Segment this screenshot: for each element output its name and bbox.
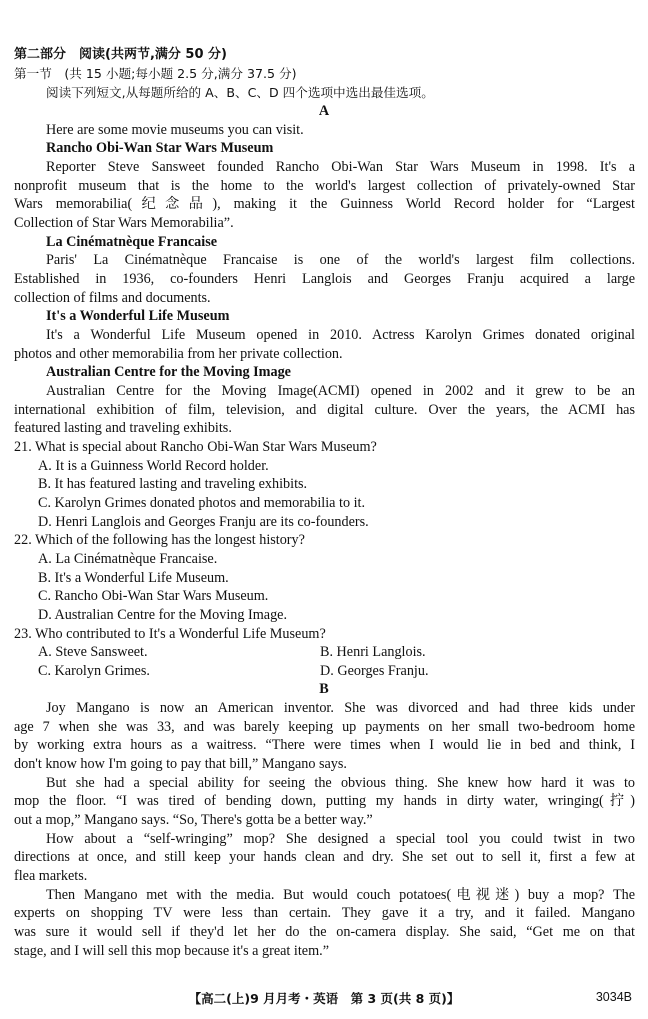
footer-code: 3034B: [595, 990, 632, 1004]
passage-b-line: Then Mangano met with the media. But would couch potatoes(电视迷) buy a mop? The: [46, 887, 635, 903]
museum-1-line: Reporter Steve Sansweet founded Rancho Obi-Wan Star Wars Museum in 1998. It's a: [46, 159, 635, 175]
passage-b-line: age 7 when she was 33, and was barely keeping up payments on her small two-bedroom home: [14, 719, 635, 735]
passage-b-line: experts on shopping TV were less than certain. They gave it a try, and it failed. Mangano: [14, 905, 635, 921]
museum-1-line: Wars memorabilia(纪念品), making it the Guinness World Record holder for “Largest: [14, 196, 635, 212]
passage-b-line: was sure it would sell if they'd let her do the on-camera display. She said, “Get me on that: [14, 924, 635, 940]
museum-4-line: international exhibition of film, television, and digital culture. Over the years, the ACMI has: [14, 402, 635, 418]
passage-b-line: Joy Mangano is now an American inventor. She was divorced and had three kids under: [46, 700, 635, 716]
museum-3-line: It's a Wonderful Life Museum opened in 2010. Actress Karolyn Grimes donated original: [46, 327, 635, 343]
question-23-option-c: C. Karolyn Grimes.: [38, 663, 150, 679]
passage-a-label: A: [318, 103, 330, 119]
museum-2-title: La Cinématnèque Francaise: [46, 234, 218, 250]
question-21-option-a: A. It is a Guinness World Record holder.: [38, 458, 269, 474]
question-22-option-b: B. It's a Wonderful Life Museum.: [38, 570, 229, 586]
question-21-option-d: D. Henri Langlois and Georges Franju are its co-founders.: [38, 514, 369, 530]
museum-4-line: Australian Centre for the Moving Image(ACMI) opened in 2002 and it grew to be an: [46, 383, 635, 399]
passage-b-line: How about a “self-wringing” mop? She designed a special tool you could twist in two: [46, 831, 635, 847]
passage-b-line: directions at once, and still keep your hands clean and dry. She set out to sell it, first a few at: [14, 849, 635, 865]
question-21-option-c: C. Karolyn Grimes donated photos and memorabilia to it.: [38, 495, 366, 511]
question-23-option-a: A. Steve Sansweet.: [38, 644, 148, 660]
instruction: 阅读下列短文,从每题所给的 A、B、C、D 四个选项中选出最佳选项。: [46, 85, 434, 100]
section-title: 第一节 (共 15 小题;每小题 2.5 分,满分 37.5 分): [14, 66, 297, 81]
footer-text: 【高二(上)9 月月考・英语 第 3 页(共 8 页)】: [188, 991, 460, 1006]
passage-b-line: don't know how I'm going to pay that bill,” Mangano says.: [14, 756, 347, 772]
museum-2-line: collection of films and documents.: [14, 290, 211, 306]
page-footer: [0, 989, 648, 1009]
question-22-stem: 22. Which of the following has the longest history?: [14, 532, 305, 548]
part-title: 第二部分 阅读(共两节,满分 50 分): [14, 47, 227, 62]
passage-b-line: flea markets.: [14, 868, 88, 884]
question-22-option-a: A. La Cinématnèque Francaise.: [38, 551, 218, 567]
question-23-option-b: B. Henri Langlois.: [320, 644, 426, 660]
passage-b-line: out a mop,” Mangano says. “So, There's gotta be a better way.”: [14, 812, 373, 828]
passage-b-line: But she had a special ability for seeing the obvious thing. She knew how hard it was to: [46, 775, 635, 791]
museum-3-title: It's a Wonderful Life Museum: [46, 308, 230, 324]
museum-4-title: Australian Centre for the Moving Image: [46, 364, 291, 380]
question-21-stem: 21. What is special about Rancho Obi-Wan Star Wars Museum?: [14, 439, 377, 455]
museum-1-line: nonprofit museum that is the home to the world's largest collection of privately-owned Star: [14, 178, 635, 194]
museum-1-line: Collection of Star Wars Memorabilia”.: [14, 215, 234, 231]
question-23-option-d: D. Georges Franju.: [320, 663, 429, 679]
museum-1-title: Rancho Obi-Wan Star Wars Museum: [46, 140, 274, 156]
museum-4-line: featured lasting and traveling exhibits.: [14, 420, 232, 436]
museum-2-line: Paris' La Cinématnèque Francaise is one of the world's largest film collections.: [46, 252, 635, 268]
question-21-option-b: B. It has featured lasting and traveling exhibits.: [38, 476, 308, 492]
question-22-option-d: D. Australian Centre for the Moving Image.: [38, 607, 288, 623]
passage-b-label: B: [319, 681, 329, 697]
passage-b-line: by working extra hours as a waitress. “There were times when I would lie in bed and think, I: [14, 737, 635, 753]
passage-b-line: mop the floor. “I was tired of bending down, putting my hands in dirty water, wringing(拧): [14, 793, 635, 809]
passage-b-line: stage, and I will sell this mop because it's a great item.”: [14, 943, 329, 959]
passage-a-intro: Here are some movie museums you can visit.: [46, 122, 304, 138]
question-23-stem: 23. Who contributed to It's a Wonderful Life Museum?: [14, 626, 326, 642]
museum-3-line: photos and other memorabilia from her private collection.: [14, 346, 343, 362]
question-22-option-c: C. Rancho Obi-Wan Star Wars Museum.: [38, 588, 269, 604]
museum-2-line: Established in 1936, co-founders Henri Langlois and Georges Franju acquired a large: [14, 271, 635, 287]
